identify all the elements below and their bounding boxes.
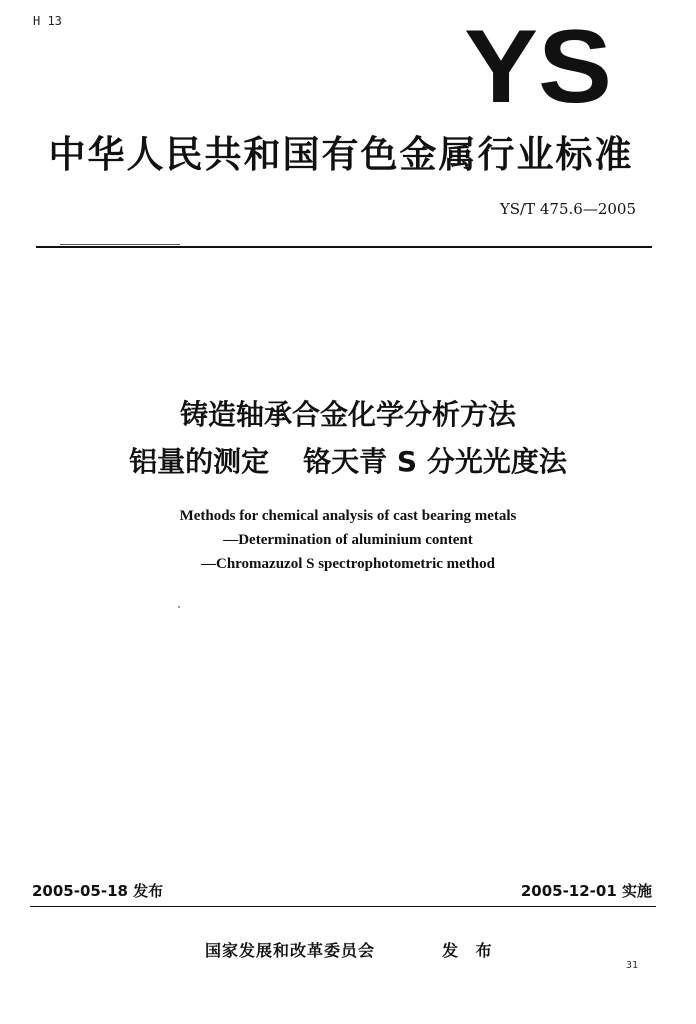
scan-speck bbox=[178, 606, 180, 608]
classification-code: H 13 bbox=[33, 14, 62, 28]
title-cn-line1: 铸造轴承合金化学分析方法 bbox=[179, 398, 516, 431]
implementation-date: 2005-12-01 实施 bbox=[520, 882, 652, 900]
title-en-line1: Methods for chemical analysis of cast bearing metals bbox=[179, 508, 517, 524]
standard-number: YS/T 475.6—2005 bbox=[499, 200, 636, 218]
issuing-authority: 国家发展和改革委员会 bbox=[205, 941, 376, 960]
header-rule-accent bbox=[60, 244, 180, 245]
organization-title: 中华人民共和国有色金属行业标准 bbox=[48, 133, 634, 176]
ys-logo bbox=[462, 22, 614, 106]
title-en-line3: —Chromazuzol S spectrophotometric method bbox=[201, 556, 495, 572]
header-rule bbox=[36, 246, 652, 248]
title-cn-line2-part2: 铬天青 S 分光光度法 bbox=[303, 445, 567, 478]
title-en-line2: —Determination of aluminium content bbox=[223, 532, 473, 548]
page-number: 31 bbox=[626, 960, 639, 971]
title-cn-line2 bbox=[0, 440, 696, 480]
issue-label: 发 布 bbox=[442, 941, 498, 960]
svg-text:YS: YS bbox=[464, 22, 612, 106]
title-cn-line2-part1: 铝量的测定 bbox=[129, 445, 270, 478]
issue-date: 2005-05-18 发布 bbox=[32, 882, 164, 900]
footer-rule bbox=[30, 906, 656, 907]
